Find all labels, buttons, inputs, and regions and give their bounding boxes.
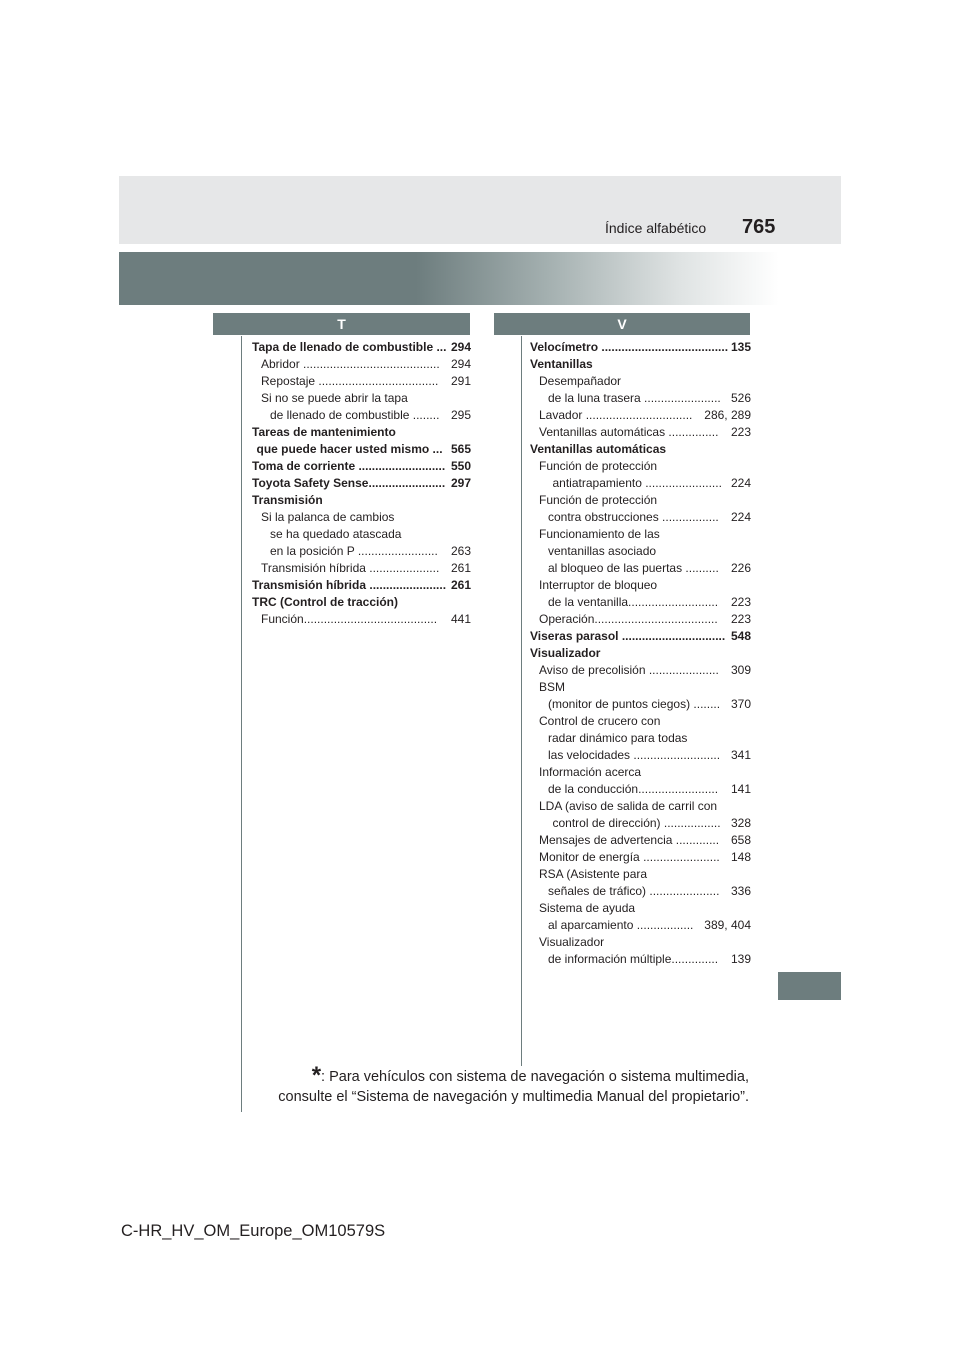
index-entry-page: 389, 404 <box>704 918 751 932</box>
index-entry-page: 548 <box>730 629 751 643</box>
page-title: Índice alfabético <box>605 220 707 236</box>
index-entry-text: Interruptor de bloqueo <box>539 578 658 592</box>
index-entry-text: Función de protección <box>539 459 658 473</box>
index-entry <box>530 781 751 798</box>
index-entry-text: Viseras parasol ............................... <box>530 629 726 643</box>
section-side-tab <box>778 972 841 1000</box>
index-entry-page: 286, 289 <box>704 408 751 422</box>
index-entry-text: Transmisión híbrida ....................... <box>252 578 447 592</box>
index-entry <box>252 543 471 560</box>
index-entry-text: de información múltiple.............. <box>548 952 719 966</box>
index-entry-page: 441 <box>450 612 471 626</box>
index-entry-page: 263 <box>450 544 471 558</box>
index-entry-text: de la conducción........................ <box>548 782 719 796</box>
index-entry <box>530 509 751 526</box>
index-entry-text: de la ventanilla........................... <box>548 595 719 609</box>
index-entry-text: Si la palanca de cambios <box>261 510 395 524</box>
index-entry-page: 141 <box>730 782 751 796</box>
index-entry-page: 291 <box>450 374 471 388</box>
index-entry-page: 261 <box>450 578 471 592</box>
index-entry <box>530 373 751 390</box>
header-bar <box>119 176 841 244</box>
index-entry <box>530 441 751 458</box>
index-entry-text: Abridor ......................................... <box>261 357 440 371</box>
index-entry-text: Velocímetro ...................................... <box>530 340 729 354</box>
index-entry <box>530 594 751 611</box>
index-entry-text: (monitor de puntos ciegos) ........ <box>548 697 721 711</box>
index-entry-page: 297 <box>450 476 471 490</box>
index-entry-text: las velocidades .......................... <box>548 748 721 762</box>
index-entry-page: 550 <box>450 459 471 473</box>
index-entry <box>252 424 471 441</box>
index-entry <box>252 407 471 424</box>
index-entry <box>530 390 751 407</box>
index-entry-text: Visualizador <box>539 935 605 949</box>
index-entry-page: 226 <box>730 561 751 575</box>
index-entry <box>530 662 751 679</box>
index-entry-text: Repostaje .................................... <box>261 374 439 388</box>
index-entry <box>530 764 751 781</box>
index-column-left <box>252 339 471 628</box>
index-entry-page: 309 <box>730 663 751 677</box>
document-id: C-HR_HV_OM_Europe_OM10579S <box>121 1222 386 1240</box>
index-entry <box>252 373 471 390</box>
footnote-star: * <box>311 1062 322 1089</box>
section-header-v: V <box>494 313 750 335</box>
left-margin-line <box>241 336 242 1112</box>
index-entry <box>530 356 751 373</box>
index-entry-text: Ventanillas automáticas <box>530 442 667 456</box>
index-entry <box>252 339 471 356</box>
index-entry <box>530 526 751 543</box>
index-entry <box>252 594 471 611</box>
index-entry-text: Sistema de ayuda <box>539 901 636 915</box>
index-entry-text: contra obstrucciones ................. <box>548 510 719 524</box>
index-entry <box>252 458 471 475</box>
index-entry <box>530 577 751 594</box>
index-entry-text: ventanillas asociado <box>548 544 657 558</box>
index-entry <box>530 934 751 951</box>
index-entry <box>530 951 751 968</box>
index-entry <box>530 747 751 764</box>
footnote-line-2: consulte el “Sistema de navegación y multimedia Manual del propietario”. <box>278 1089 749 1105</box>
index-entry-text: Lavador ................................ <box>539 408 693 422</box>
footnote <box>278 1062 749 1107</box>
index-entry-text: se ha quedado atascada <box>270 527 402 541</box>
index-entry-page: 294 <box>450 340 471 354</box>
index-entry-text: Monitor de energía ....................... <box>539 850 720 864</box>
index-entry <box>252 356 471 373</box>
index-entry <box>530 560 751 577</box>
index-entry-page: 565 <box>450 442 471 456</box>
index-entry-text: Información acerca <box>539 765 642 779</box>
index-entry-text: al bloqueo de las puertas .......... <box>548 561 719 575</box>
index-entry <box>530 339 751 356</box>
index-entry <box>530 815 751 832</box>
index-entry <box>530 458 751 475</box>
index-entry <box>530 492 751 509</box>
index-entry-text: radar dinámico para todas <box>548 731 688 745</box>
index-entry-text: LDA (aviso de salida de carril con <box>539 799 718 813</box>
index-entry-page: 139 <box>730 952 751 966</box>
index-entry-text: RSA (Asistente para <box>539 867 648 881</box>
index-entry <box>530 832 751 849</box>
index-entry <box>252 475 471 492</box>
index-entry-text: Toyota Safety Sense....................... <box>252 476 446 490</box>
index-entry-page: 148 <box>730 850 751 864</box>
index-entry-text: control de dirección) ................. <box>552 816 721 830</box>
index-entry <box>530 696 751 713</box>
column-divider-line <box>521 336 522 1066</box>
index-entry-text: TRC (Control de tracción) <box>252 595 398 609</box>
index-entry-text: Visualizador <box>530 646 601 660</box>
index-entry-page: 224 <box>730 476 751 490</box>
index-entry-text: señales de tráfico) ..................... <box>548 884 720 898</box>
index-entry <box>530 543 751 560</box>
index-entry-text: Mensajes de advertencia ............. <box>539 833 720 847</box>
index-entry-text: Aviso de precolisión ..................... <box>539 663 719 677</box>
index-entry-page: 261 <box>450 561 471 575</box>
index-entry <box>530 866 751 883</box>
index-entry-page: 336 <box>730 884 751 898</box>
footnote-line-1: : Para vehículos con sistema de navegación o sistema multimedia, <box>321 1069 749 1085</box>
index-entry-page: 658 <box>730 833 751 847</box>
index-entry-page: 328 <box>730 816 751 830</box>
index-entry-text: en la posición P ........................ <box>270 544 438 558</box>
index-entry-text: Funcionamiento de las <box>539 527 660 541</box>
index-entry <box>252 441 471 458</box>
index-entry <box>252 492 471 509</box>
index-entry <box>530 628 751 645</box>
index-entry <box>530 900 751 917</box>
decorative-band <box>119 252 779 305</box>
section-header-t: T <box>213 313 470 335</box>
index-entry <box>252 560 471 577</box>
index-entry <box>530 883 751 900</box>
index-entry <box>252 390 471 407</box>
index-entry-text: Función........................................ <box>261 612 438 626</box>
index-entry <box>530 798 751 815</box>
index-entry-text: al aparcamiento ................. <box>548 918 694 932</box>
index-entry-page: 224 <box>730 510 751 524</box>
index-entry-text: de llenado de combustible ........ <box>270 408 440 422</box>
index-entry <box>530 713 751 730</box>
index-entry <box>530 849 751 866</box>
index-entry-page: 135 <box>730 340 751 354</box>
index-entry-page: 341 <box>730 748 751 762</box>
index-entry-text: que puede hacer usted mismo ... <box>256 442 443 456</box>
index-entry-text: Tareas de mantenimiento <box>252 425 396 439</box>
index-entry <box>530 917 751 934</box>
index-entry <box>530 424 751 441</box>
index-entry <box>530 407 751 424</box>
index-entry-page: 223 <box>730 612 751 626</box>
index-column-right <box>530 339 751 968</box>
index-entry <box>530 475 751 492</box>
index-entry <box>530 679 751 696</box>
index-entry <box>530 730 751 747</box>
page-number: 765 <box>742 216 776 238</box>
index-entry-text: Operación..................................... <box>539 612 718 626</box>
index-entry-text: Función de protección <box>539 493 658 507</box>
index-entry-text: antiatrapamiento ....................... <box>552 476 722 490</box>
index-entry-page: 526 <box>730 391 751 405</box>
index-entry-text: Desempañador <box>539 374 622 388</box>
index-entry-text: Transmisión híbrida ..................... <box>261 561 440 575</box>
index-entry-text: Toma de corriente .......................... <box>252 459 446 473</box>
index-entry-text: BSM <box>539 680 566 694</box>
index-entry-page: 294 <box>450 357 471 371</box>
index-entry-text: Ventanillas automáticas ............... <box>539 425 719 439</box>
index-entry-text: Control de crucero con <box>539 714 661 728</box>
index-entry-text: de la luna trasera ....................... <box>548 391 721 405</box>
index-entry-text: Tapa de llenado de combustible ... <box>252 340 447 354</box>
index-entry <box>252 577 471 594</box>
index-entry <box>252 611 471 628</box>
index-entry-text: Transmisión <box>252 493 323 507</box>
index-entry-page: 295 <box>450 408 471 422</box>
index-entry <box>252 509 471 526</box>
index-entry-page: 223 <box>730 425 751 439</box>
index-entry-page: 223 <box>730 595 751 609</box>
index-entry <box>530 645 751 662</box>
index-entry-text: Ventanillas <box>530 357 593 371</box>
index-entry <box>252 526 471 543</box>
index-entry <box>530 611 751 628</box>
index-entry-page: 370 <box>730 697 751 711</box>
index-entry-text: Si no se puede abrir la tapa <box>261 391 408 405</box>
